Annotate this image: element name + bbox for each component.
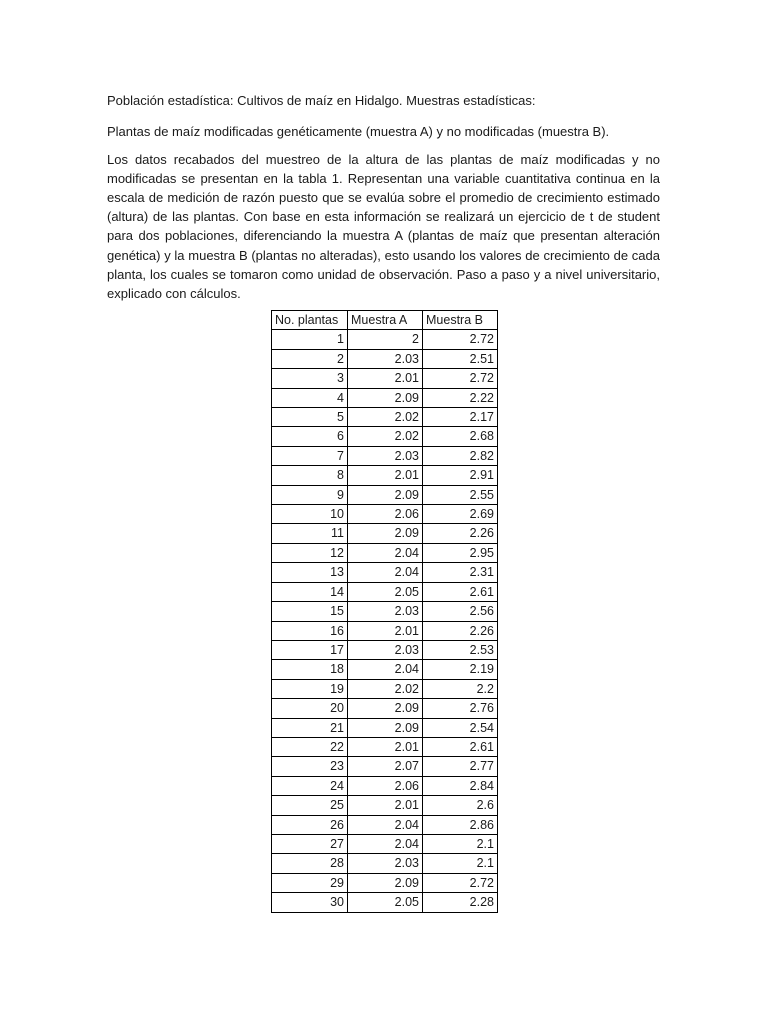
cell-sample-a: 2.05 <box>348 893 423 912</box>
cell-plant-number: 13 <box>272 563 348 582</box>
cell-sample-b: 2.22 <box>423 388 498 407</box>
cell-sample-b: 2.54 <box>423 718 498 737</box>
cell-plant-number: 9 <box>272 485 348 504</box>
cell-sample-a: 2.09 <box>348 485 423 504</box>
cell-sample-a: 2.01 <box>348 737 423 756</box>
cell-sample-b: 2.26 <box>423 524 498 543</box>
cell-sample-b: 2.6 <box>423 796 498 815</box>
paragraph-samples: Plantas de maíz modificadas genéticamente (muestra A) y no modificadas (muestra B). <box>107 124 610 139</box>
table-row <box>272 815 498 834</box>
table-row <box>272 446 498 465</box>
cell-sample-a: 2.01 <box>348 796 423 815</box>
cell-sample-a: 2.06 <box>348 776 423 795</box>
cell-plant-number: 21 <box>272 718 348 737</box>
cell-sample-a: 2.04 <box>348 834 423 853</box>
table-row <box>272 408 498 427</box>
cell-sample-a: 2.09 <box>348 699 423 718</box>
cell-plant-number: 22 <box>272 737 348 756</box>
table-row <box>272 524 498 543</box>
cell-plant-number: 26 <box>272 815 348 834</box>
cell-sample-b: 2.1 <box>423 854 498 873</box>
cell-sample-a: 2.03 <box>348 640 423 659</box>
table-row <box>272 893 498 912</box>
cell-sample-a: 2.09 <box>348 524 423 543</box>
cell-sample-a: 2.01 <box>348 369 423 388</box>
table-row <box>272 427 498 446</box>
cell-sample-b: 2.82 <box>423 446 498 465</box>
cell-sample-a: 2.09 <box>348 718 423 737</box>
cell-sample-b: 2.72 <box>423 873 498 892</box>
cell-sample-b: 2.68 <box>423 427 498 446</box>
table-row <box>272 563 498 582</box>
cell-sample-a: 2.01 <box>348 466 423 485</box>
cell-plant-number: 27 <box>272 834 348 853</box>
cell-plant-number: 30 <box>272 893 348 912</box>
cell-plant-number: 2 <box>272 349 348 368</box>
cell-sample-a: 2.04 <box>348 660 423 679</box>
cell-sample-a: 2 <box>348 330 423 349</box>
table-row <box>272 796 498 815</box>
table-row <box>272 621 498 640</box>
table-row <box>272 640 498 659</box>
cell-sample-a: 2.02 <box>348 408 423 427</box>
table-row <box>272 699 498 718</box>
table-row <box>272 660 498 679</box>
cell-sample-b: 2.51 <box>423 349 498 368</box>
cell-plant-number: 11 <box>272 524 348 543</box>
cell-plant-number: 19 <box>272 679 348 698</box>
cell-plant-number: 14 <box>272 582 348 601</box>
cell-sample-b: 2.72 <box>423 330 498 349</box>
cell-sample-a: 2.03 <box>348 349 423 368</box>
table-row <box>272 718 498 737</box>
cell-plant-number: 29 <box>272 873 348 892</box>
cell-sample-a: 2.04 <box>348 815 423 834</box>
cell-sample-b: 2.31 <box>423 563 498 582</box>
cell-sample-a: 2.04 <box>348 563 423 582</box>
cell-sample-b: 2.17 <box>423 408 498 427</box>
cell-sample-a: 2.02 <box>348 427 423 446</box>
table-header <box>272 311 498 330</box>
cell-sample-a: 2.05 <box>348 582 423 601</box>
table-row <box>272 873 498 892</box>
cell-sample-b: 2.84 <box>423 776 498 795</box>
cell-plant-number: 16 <box>272 621 348 640</box>
table-row <box>272 776 498 795</box>
data-table <box>271 310 498 913</box>
cell-sample-b: 2.1 <box>423 834 498 853</box>
header-sample-a: Muestra A <box>348 311 423 330</box>
cell-plant-number: 20 <box>272 699 348 718</box>
table-row <box>272 582 498 601</box>
cell-sample-a: 2.07 <box>348 757 423 776</box>
cell-sample-b: 2.76 <box>423 699 498 718</box>
paragraph-description: Los datos recabados del muestreo de la altura de las plantas de maíz modificadas y no modificadas se presentan en la tabla 1. Representan una variable cuantitativa continua en la escala de medición de razón puesto que se evalúa sobre el promedio de crecimiento estimado (altura) de las plantas. Con base en esta información se realizará un ejercicio de t de student para dos poblaciones, diferenciando la muestra A (plantas de maíz que presentan alteración genética) y la muestra B (plantas no alteradas), esto usando los valores de crecimiento de cada planta, los cuales se tomaron como unidad de observación. Paso a paso y a nivel universitario, explicado con cálculos. <box>107 151 660 301</box>
cell-plant-number: 1 <box>272 330 348 349</box>
cell-plant-number: 7 <box>272 446 348 465</box>
table-row <box>272 505 498 524</box>
cell-plant-number: 10 <box>272 505 348 524</box>
cell-sample-a: 2.03 <box>348 854 423 873</box>
cell-plant-number: 6 <box>272 427 348 446</box>
cell-plant-number: 12 <box>272 543 348 562</box>
cell-plant-number: 24 <box>272 776 348 795</box>
cell-plant-number: 28 <box>272 854 348 873</box>
cell-plant-number: 17 <box>272 640 348 659</box>
table-row <box>272 602 498 621</box>
table-row <box>272 854 498 873</box>
cell-sample-a: 2.09 <box>348 388 423 407</box>
paragraph-population: Población estadística: Cultivos de maíz en Hidalgo. Muestras estadísticas: <box>107 93 536 108</box>
cell-sample-b: 2.91 <box>423 466 498 485</box>
table-body <box>272 330 498 912</box>
cell-plant-number: 25 <box>272 796 348 815</box>
table-row <box>272 679 498 698</box>
cell-sample-a: 2.02 <box>348 679 423 698</box>
table-row <box>272 466 498 485</box>
cell-plant-number: 3 <box>272 369 348 388</box>
table-row <box>272 757 498 776</box>
cell-sample-b: 2.19 <box>423 660 498 679</box>
cell-sample-a: 2.01 <box>348 621 423 640</box>
cell-plant-number: 8 <box>272 466 348 485</box>
table-row <box>272 388 498 407</box>
cell-sample-b: 2.86 <box>423 815 498 834</box>
cell-sample-a: 2.04 <box>348 543 423 562</box>
cell-sample-b: 2.77 <box>423 757 498 776</box>
cell-sample-b: 2.61 <box>423 582 498 601</box>
table-row <box>272 485 498 504</box>
cell-sample-b: 2.53 <box>423 640 498 659</box>
header-plants: No. plantas <box>272 311 348 330</box>
table-row <box>272 369 498 388</box>
cell-sample-a: 2.03 <box>348 602 423 621</box>
cell-sample-b: 2.28 <box>423 893 498 912</box>
table-row <box>272 834 498 853</box>
table-row <box>272 737 498 756</box>
cell-sample-b: 2.56 <box>423 602 498 621</box>
cell-sample-a: 2.03 <box>348 446 423 465</box>
table-row <box>272 543 498 562</box>
cell-plant-number: 5 <box>272 408 348 427</box>
cell-plant-number: 18 <box>272 660 348 679</box>
cell-plant-number: 4 <box>272 388 348 407</box>
table-row <box>272 349 498 368</box>
cell-sample-b: 2.2 <box>423 679 498 698</box>
table-row <box>272 330 498 349</box>
cell-sample-b: 2.69 <box>423 505 498 524</box>
table-header-row <box>272 311 498 330</box>
cell-sample-b: 2.26 <box>423 621 498 640</box>
cell-plant-number: 23 <box>272 757 348 776</box>
header-sample-b: Muestra B <box>423 311 498 330</box>
cell-sample-a: 2.06 <box>348 505 423 524</box>
cell-sample-b: 2.72 <box>423 369 498 388</box>
cell-plant-number: 15 <box>272 602 348 621</box>
cell-sample-b: 2.95 <box>423 543 498 562</box>
cell-sample-a: 2.09 <box>348 873 423 892</box>
cell-sample-b: 2.61 <box>423 737 498 756</box>
cell-sample-b: 2.55 <box>423 485 498 504</box>
